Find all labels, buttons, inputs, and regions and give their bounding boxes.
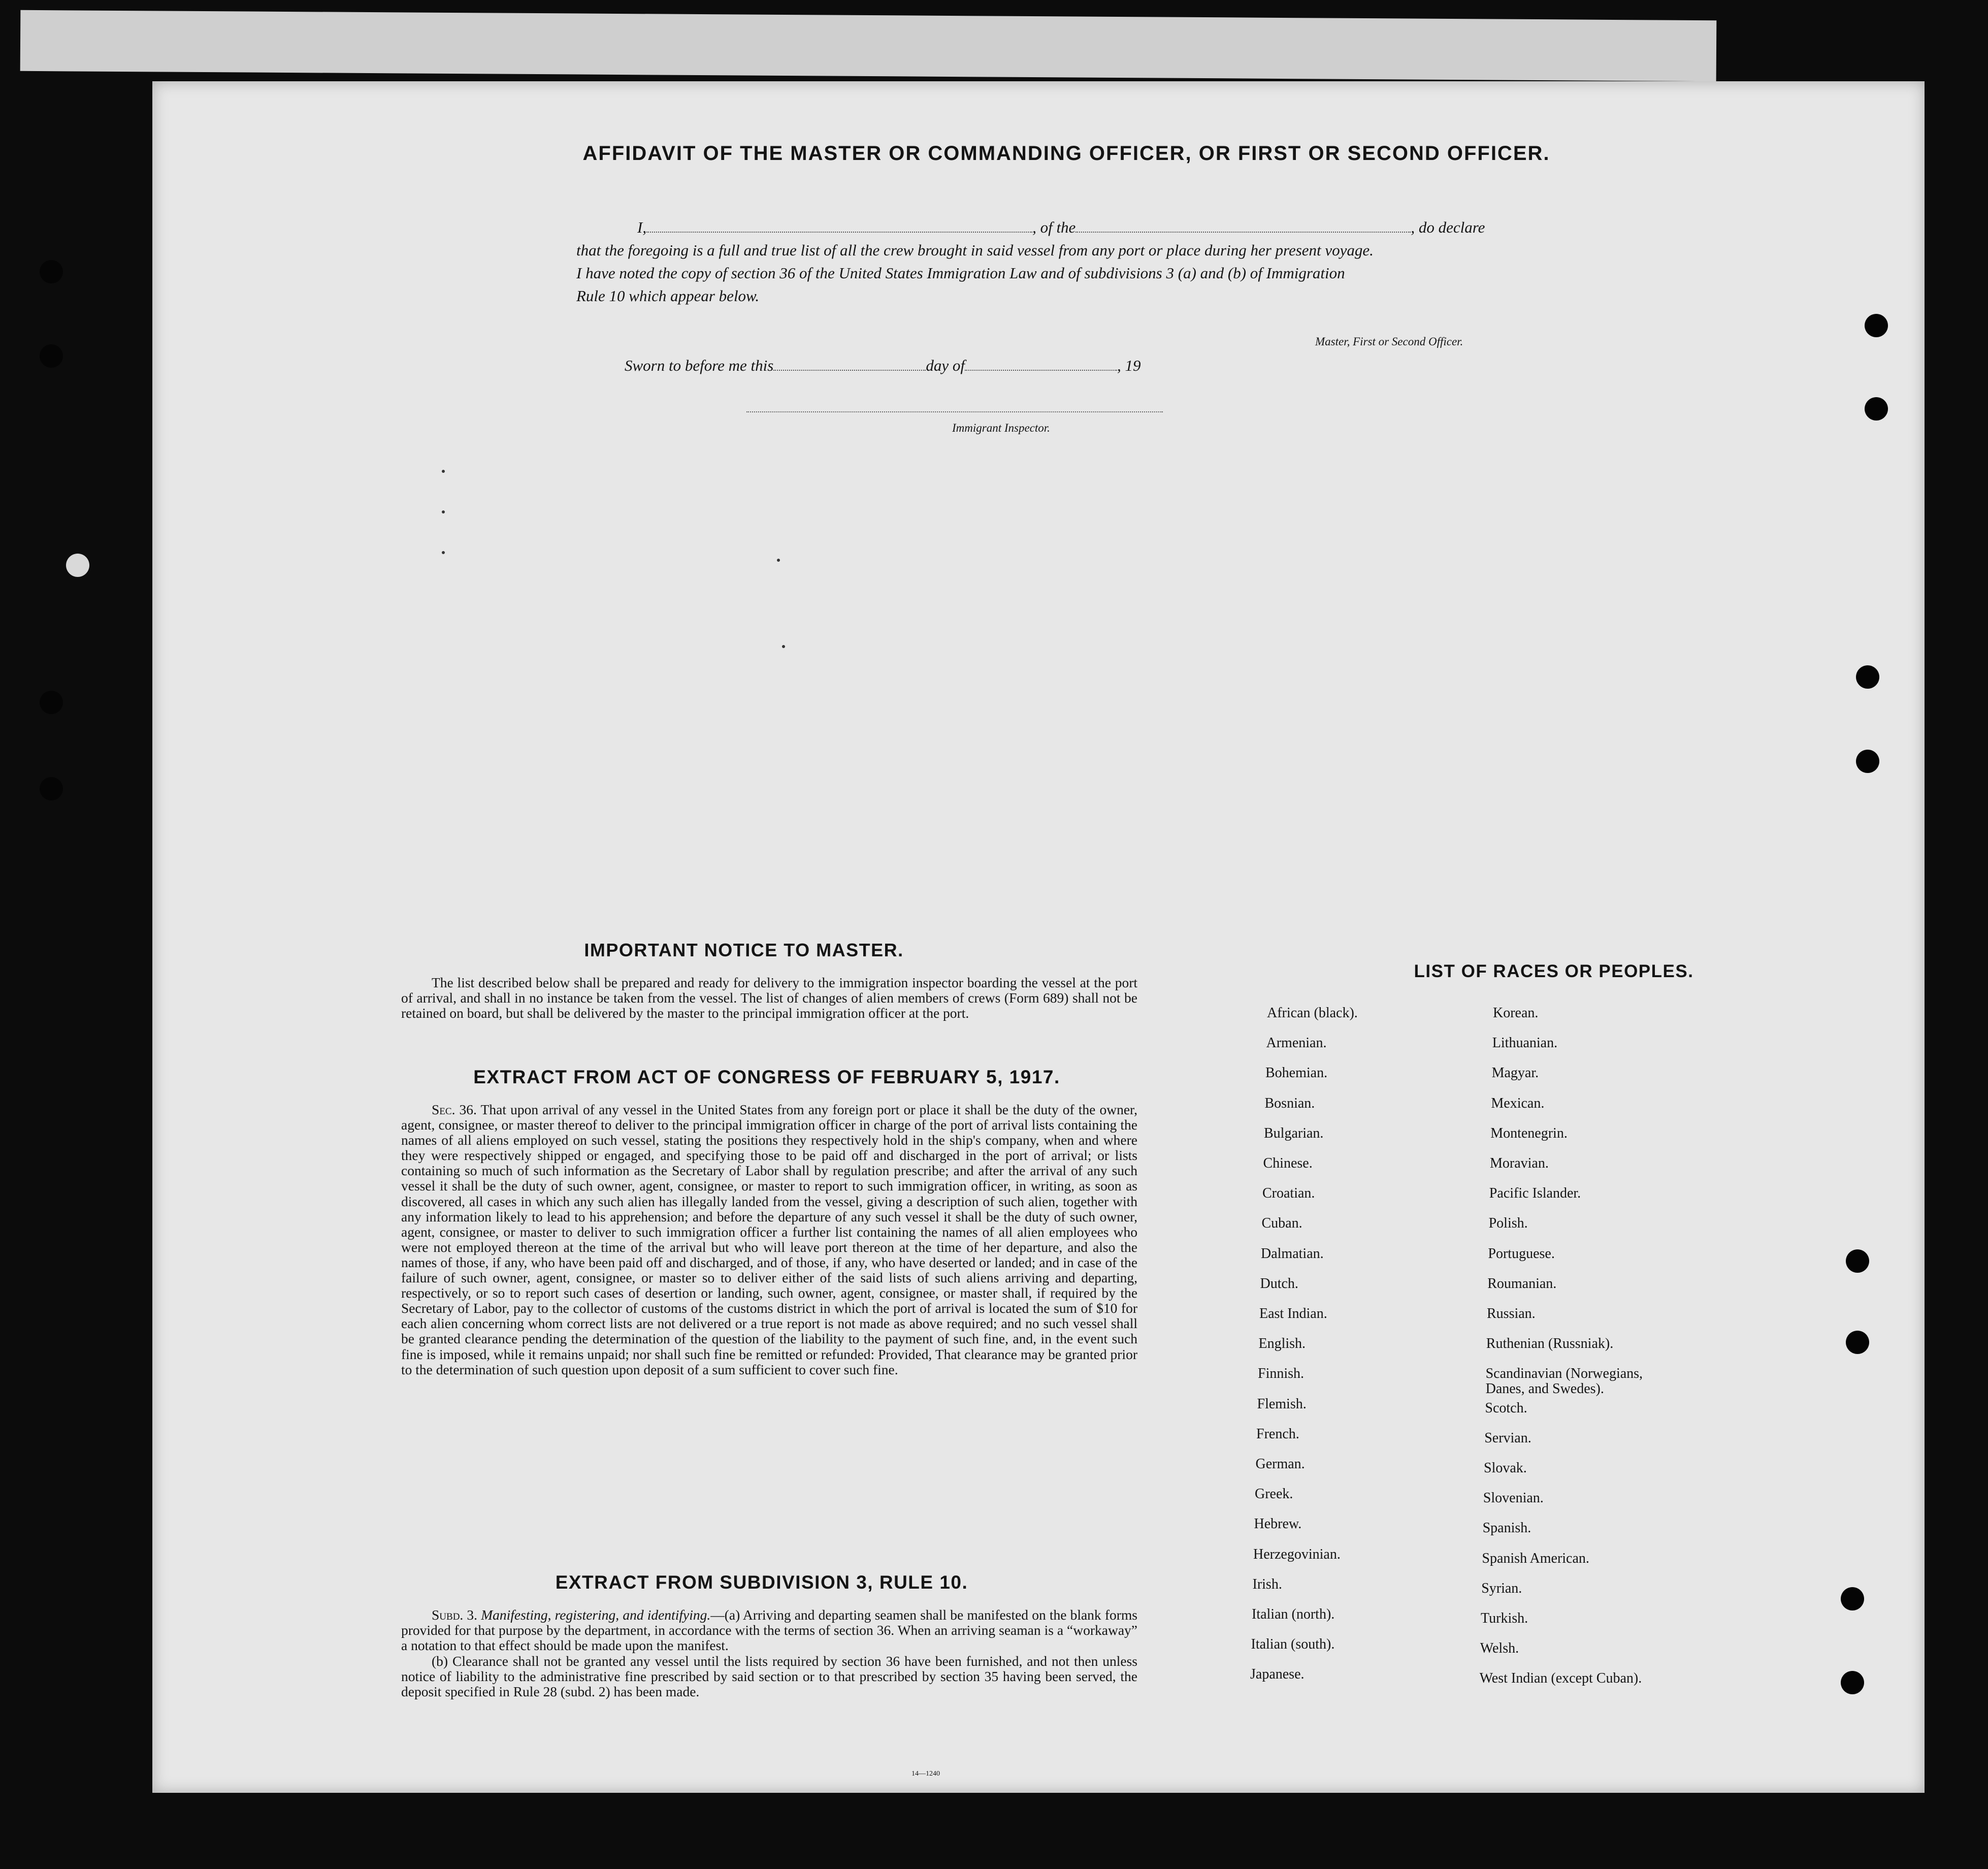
race-item: Herzegovinian.: [1253, 1546, 1341, 1562]
race-item: Croatian.: [1262, 1185, 1315, 1202]
day-of-label: day of: [926, 357, 965, 374]
race-item: Ruthenian (Russniak).: [1486, 1336, 1614, 1352]
race-item: Slovak.: [1484, 1460, 1527, 1476]
race-item: Spanish American.: [1482, 1550, 1589, 1566]
subd-3a-body: —(a) Arriving and departing seamen shall be manifested on the blank forms provided for that purpose by the department, in accordance with the terms of section 36. When an arriving seaman is a “workaway” a notation to that effect should be made upon the manifest.: [401, 1607, 1137, 1654]
vessel-blank: [1076, 232, 1411, 233]
race-item: Chinese.: [1263, 1155, 1313, 1171]
declaration-line-1: [576, 216, 1704, 239]
sworn-text: [625, 357, 1140, 375]
sec-36-label: Sec. 36.: [432, 1102, 477, 1117]
notice-text: The list described below shall be prepared and ready for delivery to the immigration inspector boarding the vessel at the port of arrival, and shall in no instance be taken from the vessel. The list of changes of alien members of crews (Form 689) shall not be retained on board, but shall be delivered by the master to the principal immigration officer at the port.: [401, 975, 1137, 1021]
speck: [442, 551, 445, 554]
race-item: Hebrew.: [1254, 1516, 1302, 1532]
subd-3-label: Subd. 3.: [432, 1607, 478, 1623]
punch-hole: [40, 691, 63, 714]
punch-hole: [1856, 750, 1879, 773]
name-blank: [646, 232, 1032, 233]
sworn-label: Sworn to before me this: [625, 357, 774, 374]
race-item: Servian.: [1484, 1430, 1531, 1446]
race-item: Lithuanian.: [1492, 1035, 1558, 1051]
race-item: Mexican.: [1491, 1095, 1545, 1111]
race-item: Bulgarian.: [1264, 1125, 1324, 1141]
subdivision-3-paragraph: [401, 1607, 1137, 1699]
day-blank: [773, 370, 926, 371]
race-item: Flemish.: [1257, 1396, 1307, 1412]
race-item: Polish.: [1488, 1215, 1528, 1232]
race-item: Cuban.: [1261, 1215, 1302, 1232]
race-item: Spanish.: [1482, 1520, 1531, 1536]
race-item: German.: [1255, 1456, 1305, 1472]
punch-hole: [1846, 1331, 1869, 1354]
declaration-line-4: Rule 10 which appear below.: [576, 287, 760, 305]
rule-extract-heading: EXTRACT FROM SUBDIVISION 3, RULE 10.: [555, 1572, 968, 1593]
speck: [782, 645, 785, 648]
decl-of-the: , of the: [1032, 218, 1076, 236]
race-item: Scotch.: [1485, 1400, 1527, 1416]
inspector-signature-line: [746, 411, 1163, 412]
sec-36-body: That upon arrival of any vessel in the United States from any foreign port or place it shall be the duty of the owner, agent, consignee, or master thereof to deliver to the principal immigration officer in charge of the port of arrival lists containing the names of all aliens employed on such vessel, stating the positions they respectively hold in the ship's company, when and where they were respectively shipped or engaged, and specifying those to be paid off and discharged in the port of arrival; or lists containing so much of such information as the Secretary of Labor shall by regulation prescribe; and after the arrival of any such vessel it shall be the duty of such owner, agent, consignee, or master to report to such immigration officer, in writing, as soon as discovered, all cases in which any such alien has illegally landed from the vessel, giving a description of such alien, together with any information likely to lead to his apprehension; and before the departure of any such vessel it shall be the duty of such owner, agent, consignee, or master to deliver to such immigration officer a further list containing the names of all alien employees who were not employed thereon at the time of the arrival but who will leave port thereon at the time of her departure, and also the names of those, if any, who have been paid off and discharged, and of those, if any, who have deserted or landed; and in case of the failure of such owner, agent, consignee, or master so to deliver either of the said lists of such aliens arriving and departing, respectively, or so to report such cases of desertion or landing, such owner, agent, consignee, or master shall, if required by the Secretary of Labor, pay to the collector of customs of the customs district in which the port of arrival is located the sum of $10 for each alien concerning whom correct lists are not delivered or a true report is not made as above required; and no such vessel shall be granted clearance pending the determination of the question of the liability to the payment of such fine, and, in the event such fine is imposed, while it remains unpaid; nor shall such fine be remitted or refunded: Provided, That clearance may be granted prior to the determination of such question upon deposit of a sum sufficient to cover such fine.: [401, 1102, 1137, 1377]
decl-do-declare: , do declare: [1411, 218, 1485, 236]
punch-hole: [40, 777, 63, 800]
race-item: East Indian.: [1259, 1306, 1327, 1322]
affidavit-title: AFFIDAVIT OF THE MASTER OR COMMANDING OFFICER, OR FIRST OR SECOND OFFICER.: [582, 142, 1550, 165]
year-label: , 19: [1117, 357, 1141, 374]
race-item: Korean.: [1493, 1005, 1539, 1021]
race-item: Japanese.: [1250, 1666, 1305, 1683]
section-36-text: [401, 1102, 1137, 1377]
form-number: 14—1240: [911, 1770, 940, 1778]
race-item: Montenegrin.: [1490, 1125, 1568, 1141]
punch-hole: [40, 344, 63, 368]
race-item: Pacific Islander.: [1489, 1185, 1581, 1202]
race-item: West Indian (except Cuban).: [1479, 1670, 1642, 1687]
inspector-signature-label: Immigrant Inspector.: [952, 422, 1050, 434]
punch-hole: [1846, 1249, 1869, 1273]
race-item: Syrian.: [1481, 1580, 1522, 1596]
punch-hole: [40, 260, 63, 283]
race-item: Finnish.: [1258, 1366, 1305, 1382]
race-item: English.: [1258, 1336, 1306, 1352]
manifest-page: [152, 81, 1925, 1793]
punch-hole: [1841, 1671, 1864, 1694]
underlying-sheet: [20, 10, 1717, 81]
punch-hole: [66, 554, 89, 577]
race-item: Greek.: [1255, 1486, 1293, 1502]
race-item: Scandinavian (Norwegians, Danes, and Swedes).: [1485, 1366, 1643, 1397]
act-extract-heading: EXTRACT FROM ACT OF CONGRESS OF FEBRUARY 5, 1917.: [473, 1067, 1060, 1087]
month-blank: [965, 370, 1117, 371]
race-item: Roumanian.: [1487, 1275, 1557, 1292]
race-item: Dalmatian.: [1261, 1245, 1324, 1262]
speck: [442, 470, 445, 473]
race-item: Magyar.: [1491, 1065, 1539, 1081]
race-item: Italian (north).: [1252, 1606, 1335, 1622]
subd-3a-text: [401, 1607, 1137, 1654]
declaration-line-3: I have noted the copy of section 36 of the United States Immigration Law and of subdivisions 3 (a) and (b) of Immigration: [576, 264, 1345, 282]
race-item: Bosnian.: [1264, 1095, 1315, 1111]
race-item: Russian.: [1487, 1306, 1536, 1322]
punch-hole: [1856, 665, 1879, 689]
race-item: Dutch.: [1260, 1275, 1298, 1292]
punch-hole: [1841, 1587, 1864, 1610]
notice-paragraph: [401, 975, 1137, 1021]
punch-hole: [1865, 314, 1888, 337]
master-signature-label: Master, First or Second Officer.: [1315, 335, 1463, 348]
race-item: Bohemian.: [1265, 1065, 1328, 1081]
speck: [777, 559, 780, 562]
race-item: Armenian.: [1266, 1035, 1327, 1051]
race-item: African (black).: [1267, 1005, 1358, 1021]
subd-3b-text: (b) Clearance shall not be granted any vessel until the lists required by section 36 have been furnished, and not then unless notice of liability to the administrative fine prescribed by said section or to that prescribed by section 35 having been served, the deposit specified in Rule 28 (subd. 2) has been made.: [401, 1653, 1137, 1700]
race-item: Irish.: [1252, 1576, 1282, 1592]
race-item: Italian (south).: [1251, 1636, 1335, 1653]
subd-3-title: Manifesting, registering, and identifying.: [481, 1607, 711, 1623]
race-item: French.: [1256, 1426, 1299, 1442]
race-item: Welsh.: [1480, 1640, 1519, 1657]
speck: [442, 510, 445, 513]
section-36-paragraph: [401, 1102, 1137, 1377]
decl-i: I,: [637, 218, 647, 236]
declaration-line-2: that the foregoing is a full and true list of all the crew brought in said vessel from any port or place during her present voyage.: [576, 241, 1374, 259]
race-item: Turkish.: [1481, 1610, 1528, 1626]
notice-heading: IMPORTANT NOTICE TO MASTER.: [584, 940, 904, 960]
races-heading: LIST OF RACES OR PEOPLES.: [1414, 961, 1694, 981]
race-item: Slovenian.: [1483, 1490, 1544, 1506]
punch-hole: [1865, 397, 1888, 421]
race-item: Portuguese.: [1488, 1245, 1555, 1262]
race-item: Moravian.: [1490, 1155, 1549, 1171]
declaration-block: [576, 216, 1704, 307]
